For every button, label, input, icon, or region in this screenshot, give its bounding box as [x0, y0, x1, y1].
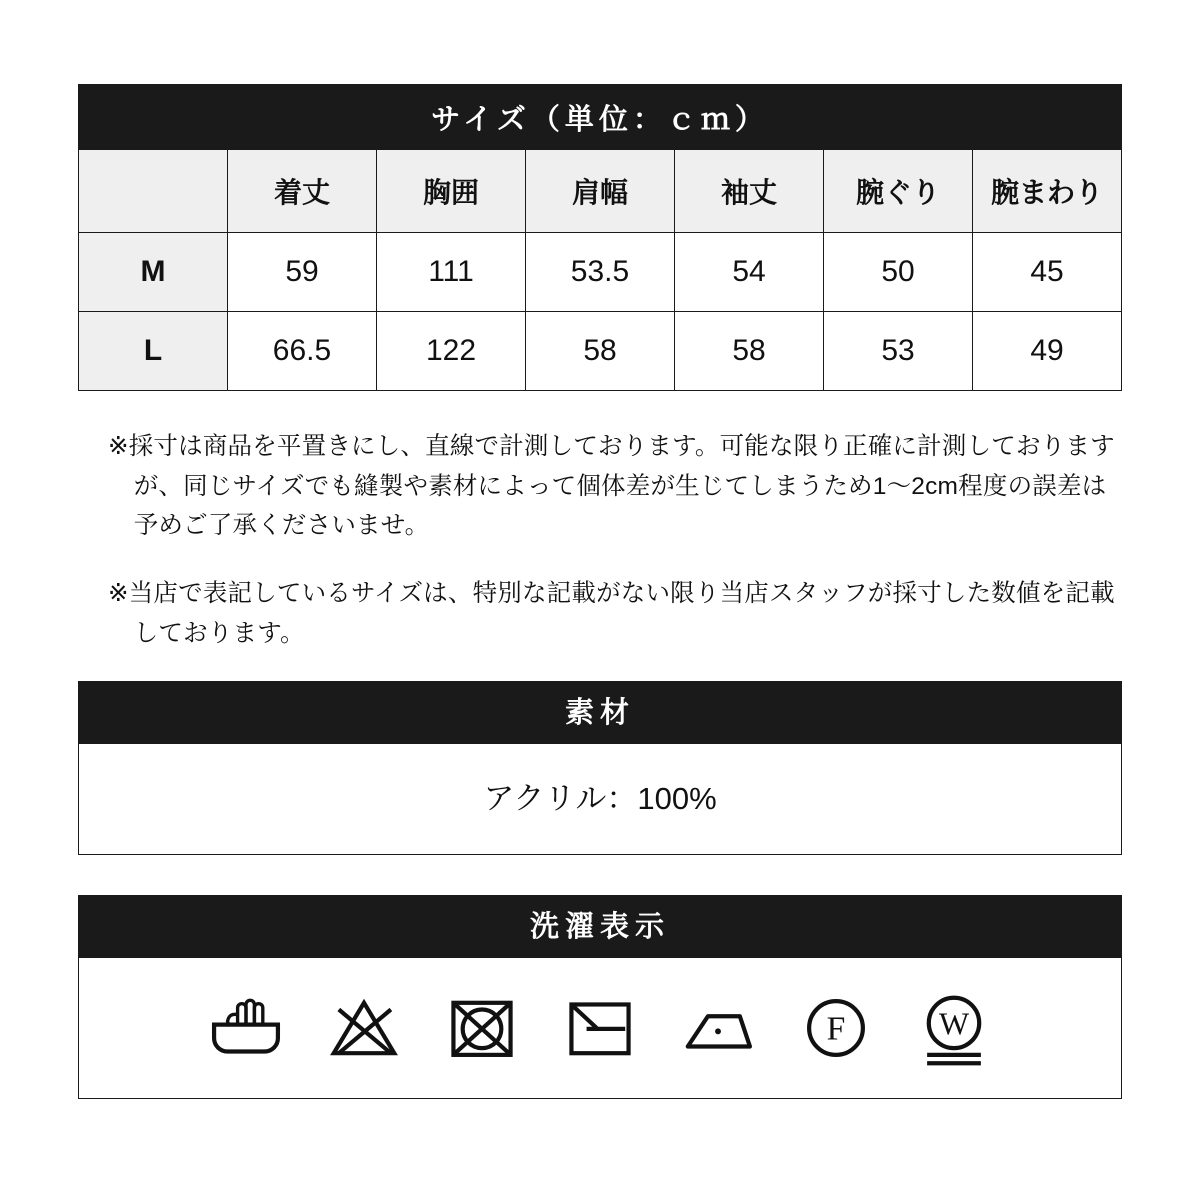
cell-m-armhole: 50	[824, 233, 973, 312]
material-header: 素材	[79, 682, 1121, 744]
wet-clean-w-icon	[912, 986, 996, 1070]
table-row	[79, 233, 1122, 312]
cell-l-length: 66.5	[228, 312, 377, 391]
row-label-l: L	[79, 312, 228, 391]
row-label-m: M	[79, 233, 228, 312]
care-block	[78, 895, 1122, 1099]
size-table-corner-cell	[79, 150, 228, 233]
material-value: アクリル：100%	[79, 744, 1121, 854]
size-table-title-row	[79, 85, 1122, 150]
care-header: 洗濯表示	[79, 896, 1121, 958]
column-header-sleeve: 袖丈	[675, 150, 824, 233]
no-bleach-icon	[322, 986, 406, 1070]
cell-m-arm-circumference: 45	[973, 233, 1122, 312]
cell-l-arm-circumference: 49	[973, 312, 1122, 391]
iron-low-icon	[676, 986, 760, 1070]
column-header-shoulder: 肩幅	[526, 150, 675, 233]
cell-l-bust: 122	[377, 312, 526, 391]
size-guide-page	[78, 0, 1122, 1099]
cell-m-length: 59	[228, 233, 377, 312]
no-tumble-dry-icon	[440, 986, 524, 1070]
size-table-title: サイズ（単位：ｃｍ）	[79, 85, 1122, 150]
svg-text:F: F	[826, 1011, 846, 1049]
care-icons-row	[79, 958, 1121, 1098]
measurement-notes	[78, 427, 1122, 653]
material-block	[78, 681, 1122, 855]
column-header-bust: 胸囲	[377, 150, 526, 233]
column-header-length: 着丈	[228, 150, 377, 233]
svg-text:W: W	[938, 1007, 970, 1043]
table-row	[79, 312, 1122, 391]
dry-clean-f-icon	[794, 986, 878, 1070]
size-table-header-row	[79, 150, 1122, 233]
column-header-arm-circumference: 腕まわり	[973, 150, 1122, 233]
hand-wash-icon	[204, 986, 288, 1070]
cell-m-sleeve: 54	[675, 233, 824, 312]
cell-m-shoulder: 53.5	[526, 233, 675, 312]
cell-l-armhole: 53	[824, 312, 973, 391]
column-header-armhole: 腕ぐり	[824, 150, 973, 233]
cell-l-sleeve: 58	[675, 312, 824, 391]
size-table	[78, 84, 1122, 391]
note-measurement-source: ※当店で表記しているサイズは、特別な記載がない限り当店スタッフが採寸した数値を記載しております。	[108, 580, 1115, 647]
note-measurement-tolerance: ※採寸は商品を平置きにし、直線で計測しております。可能な限り正確に計測しておりますが、同じサイズでも縫製や素材によって個体差が生じてしまうため1～2cm程度の誤差は予めご了承くださいませ。	[108, 433, 1115, 540]
flat-dry-in-shade-icon	[558, 986, 642, 1070]
cell-m-bust: 111	[377, 233, 526, 312]
cell-l-shoulder: 58	[526, 312, 675, 391]
